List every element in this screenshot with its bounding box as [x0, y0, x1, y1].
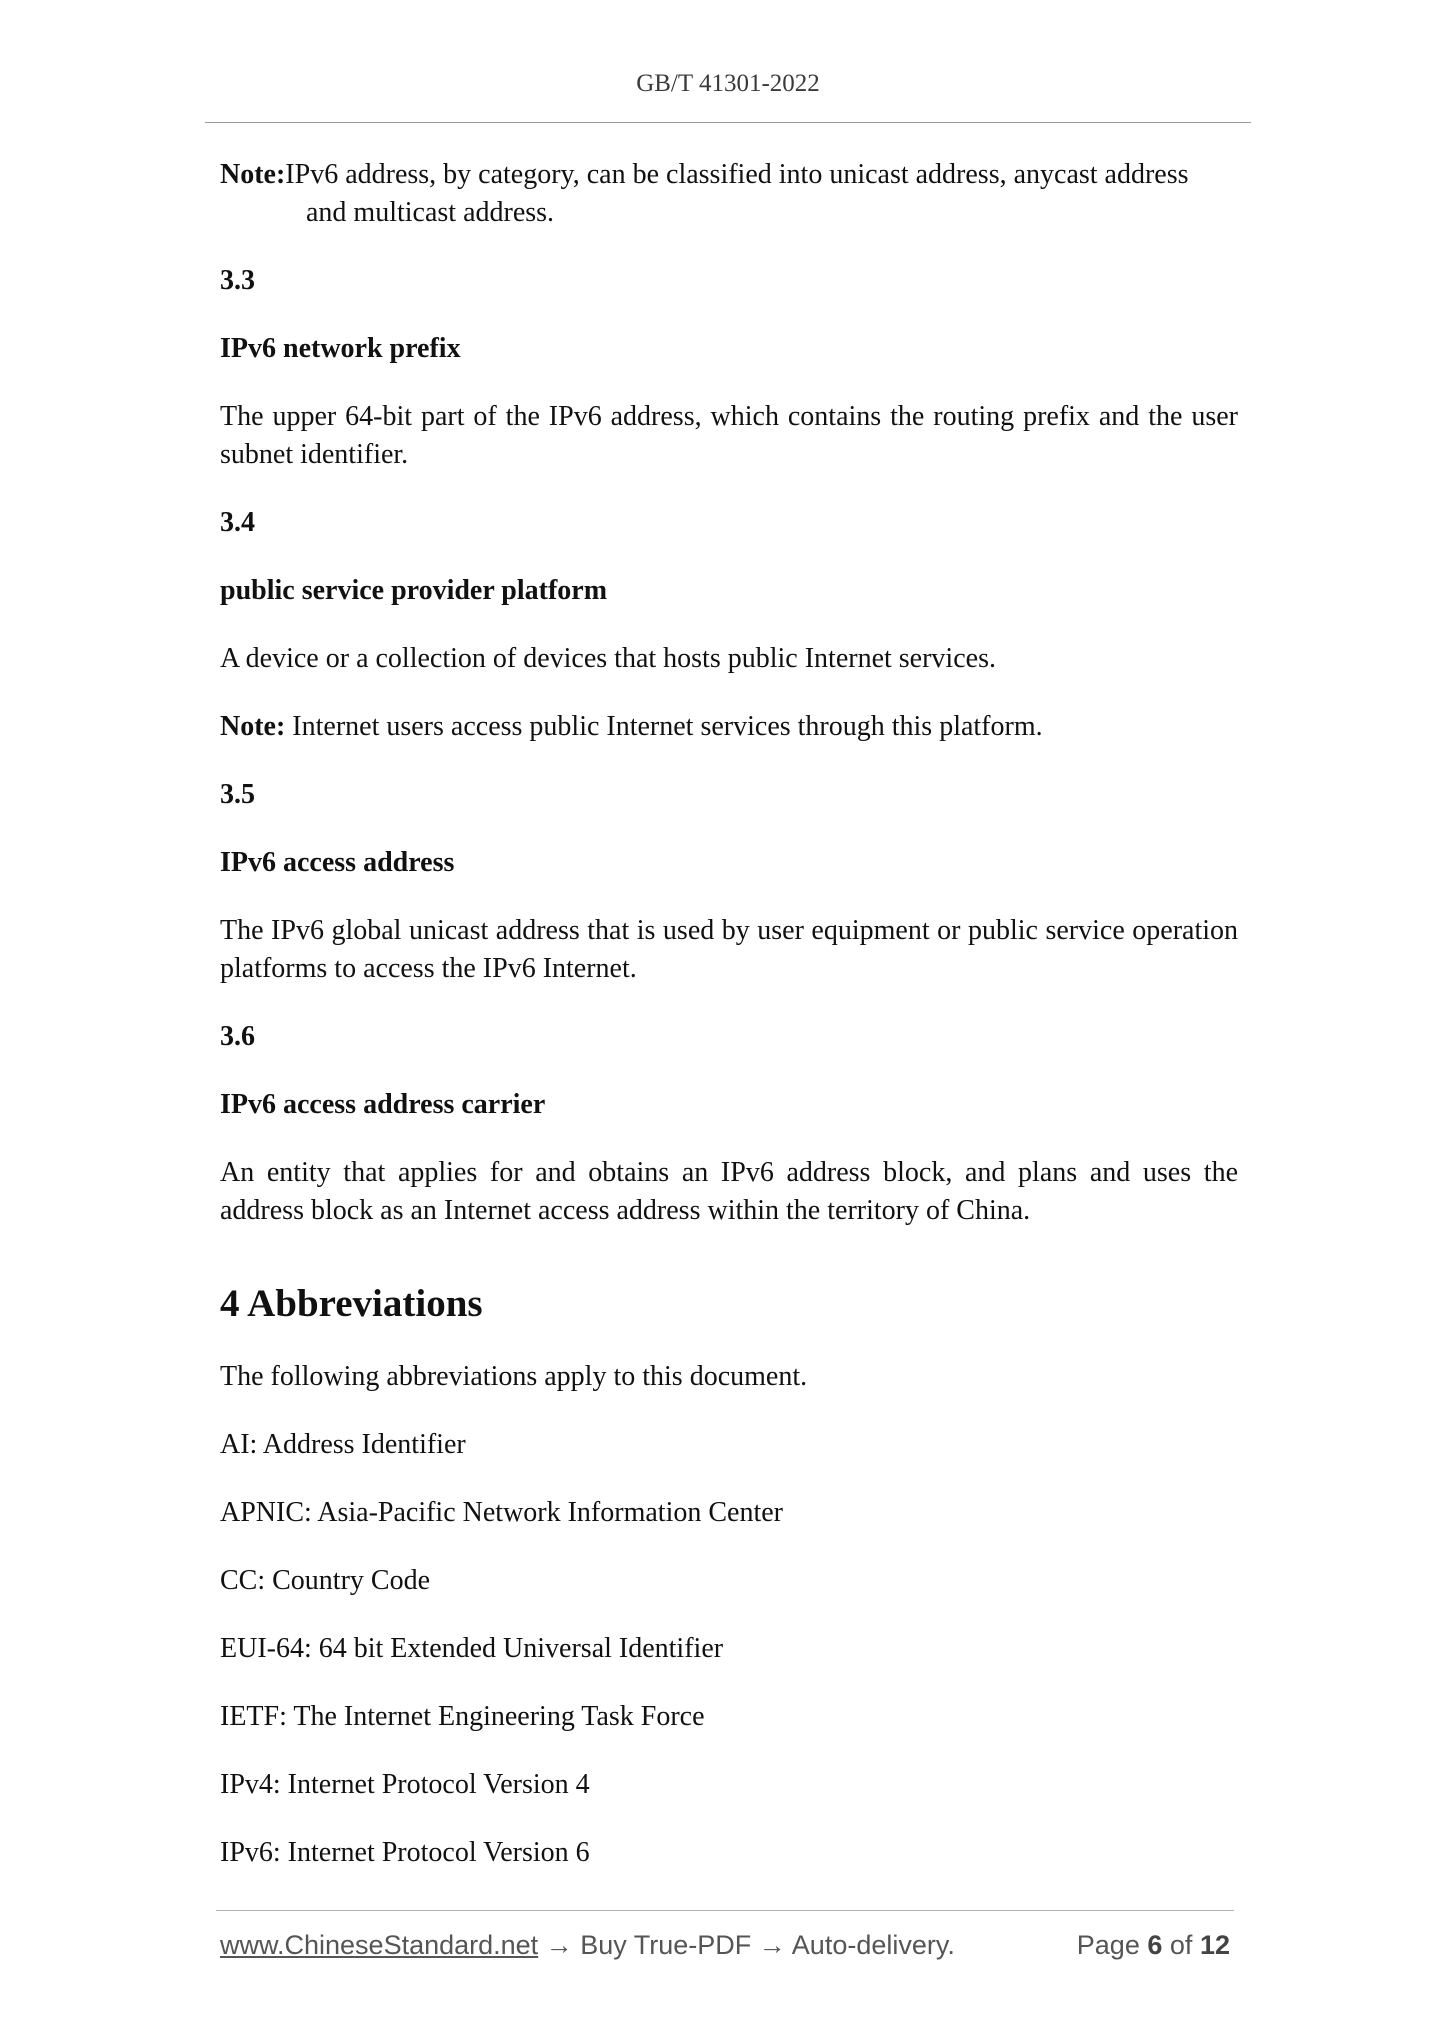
page-content	[220, 156, 1238, 1872]
section-number-3-3: 3.3	[220, 265, 255, 296]
abbreviation-item: EUI-64: 64 bit Extended Universal Identifier	[220, 1633, 724, 1664]
total-pages: 12	[1199, 1930, 1230, 1960]
page-word: Page	[1076, 1930, 1140, 1960]
abbreviation-item: IPv4: Internet Protocol Version 4	[220, 1769, 590, 1800]
section-heading-abbreviations: 4 Abbreviations	[220, 1282, 483, 1325]
footer-divider	[216, 1910, 1234, 1911]
term-3-4: public service provider platform	[220, 575, 608, 606]
of-word: of	[1169, 1930, 1193, 1960]
note-3-4	[220, 708, 1238, 746]
definition-3-4: A device or a collection of devices that hosts public Internet services.	[220, 643, 996, 674]
section-number-3-6: 3.6	[220, 1021, 255, 1052]
abbreviation-item: IETF: The Internet Engineering Task Force	[220, 1701, 705, 1732]
footer-buy-text: Buy True-PDF	[580, 1930, 752, 1960]
page-number	[1077, 1930, 1230, 1961]
definition-3-6: An entity that applies for and obtains an IPv6 address block, and plans and uses the address block as an Internet access address within the territory of China.	[220, 1157, 1238, 1226]
abbreviation-item: APNIC: Asia-Pacific Network Information Center	[220, 1497, 783, 1528]
note-3-2	[220, 156, 1238, 232]
note-text-line2: and multicast address.	[306, 197, 555, 228]
note-label: Note:	[220, 711, 286, 742]
definition-3-3: The upper 64-bit part of the IPv6 address, which contains the routing prefix and the user subnet identifier.	[220, 401, 1238, 470]
header-divider	[205, 122, 1251, 123]
section-number-3-5: 3.5	[220, 779, 255, 810]
term-3-3: IPv6 network prefix	[220, 333, 461, 364]
arrow-right-icon: →	[545, 1930, 573, 1960]
footer-promo	[220, 1930, 955, 1961]
note-text-line1: IPv6 address, by category, can be classified into unicast address, anycast address	[285, 159, 1189, 190]
website-link[interactable]: www.ChineseStandard.net	[220, 1930, 539, 1960]
page-header: GB/T 41301-2022	[636, 70, 820, 97]
arrow-right-icon: →	[758, 1930, 786, 1960]
abbreviations-intro: The following abbreviations apply to this document.	[220, 1361, 808, 1392]
footer-delivery-text: Auto-delivery.	[791, 1930, 955, 1960]
term-3-6: IPv6 access address carrier	[220, 1089, 546, 1120]
page-footer	[220, 1930, 1230, 1966]
section-number-3-4: 3.4	[220, 507, 255, 538]
abbreviation-item: CC: Country Code	[220, 1565, 431, 1596]
current-page: 6	[1147, 1930, 1163, 1960]
definition-3-5: The IPv6 global unicast address that is used by user equipment or public service operation platforms to access the IPv6 Internet.	[220, 915, 1238, 984]
abbreviation-item: AI: Address Identifier	[220, 1429, 466, 1460]
note-text: Internet users access public Internet services through this platform.	[292, 711, 1043, 742]
term-3-5: IPv6 access address	[220, 847, 455, 878]
note-label: Note:	[220, 159, 286, 190]
abbreviation-item: IPv6: Internet Protocol Version 6	[220, 1837, 590, 1868]
